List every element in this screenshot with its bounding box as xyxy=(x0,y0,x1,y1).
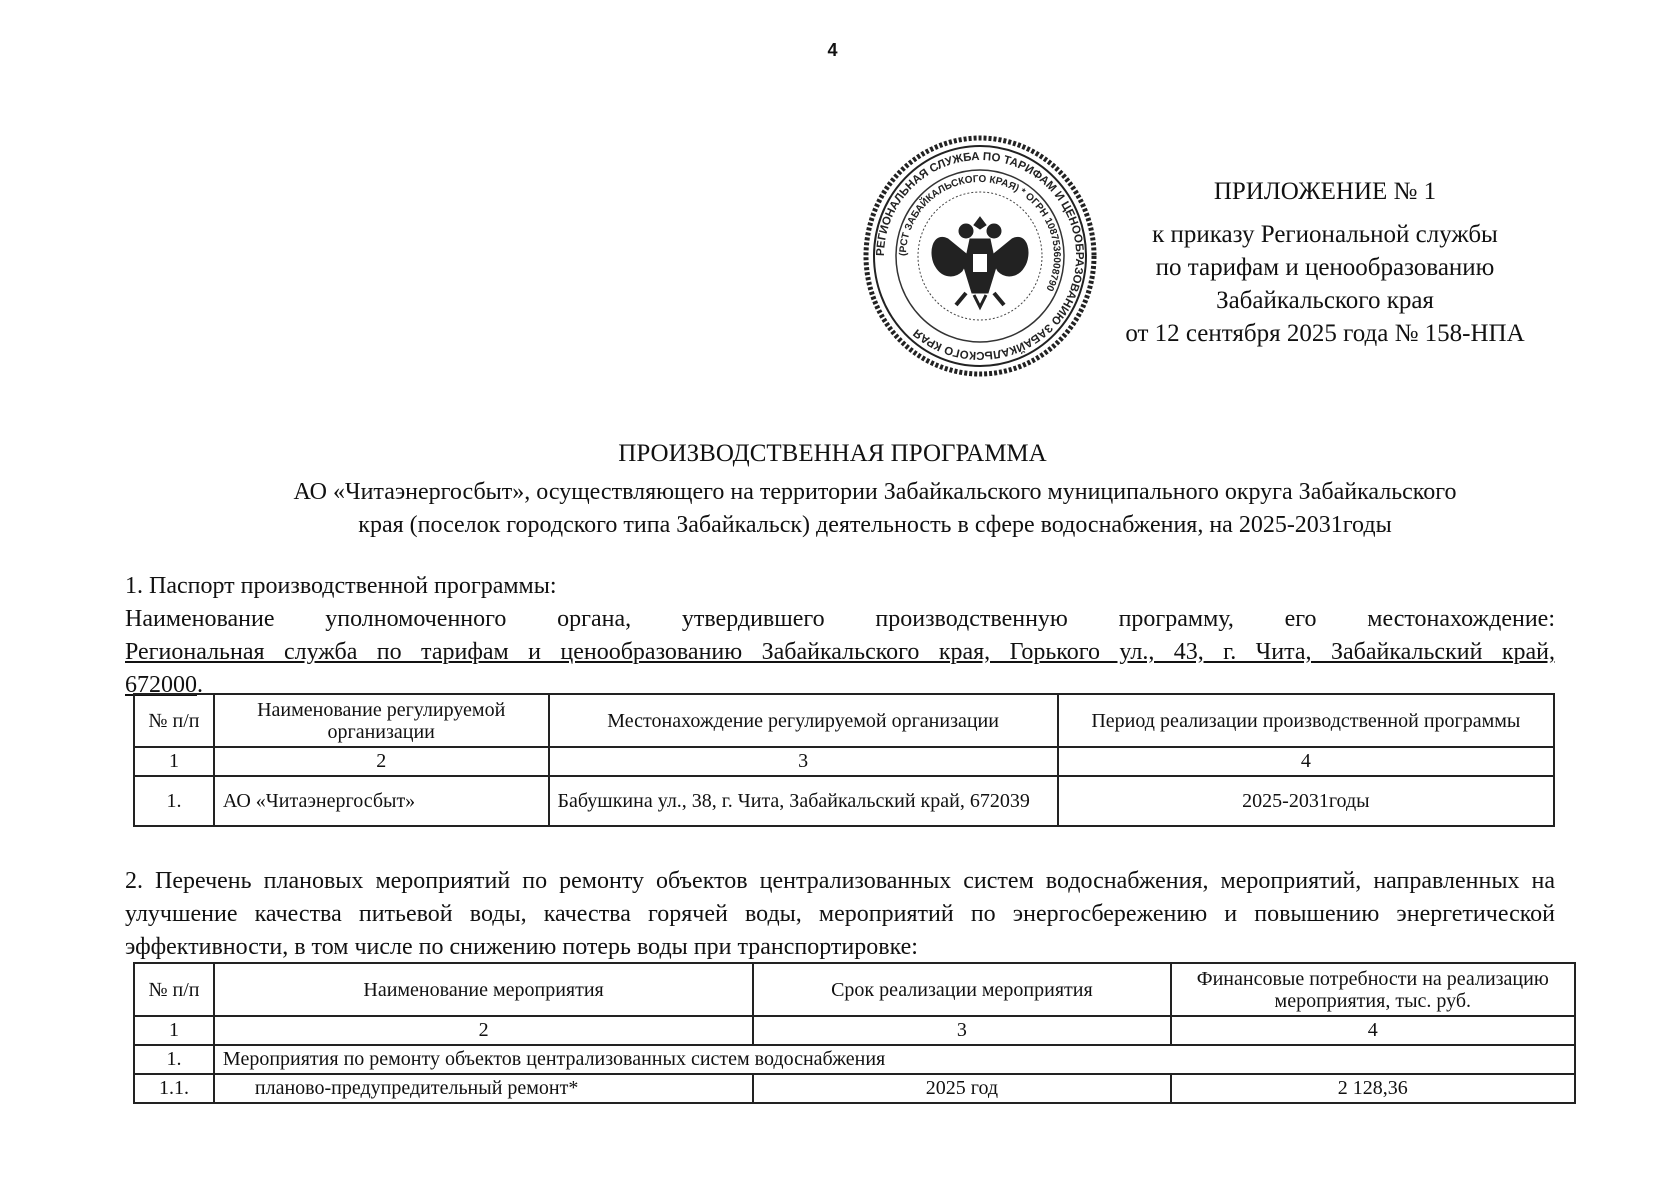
table-header-cell: Финансовые потребности на реализацию мероприятия, тыс. руб. xyxy=(1171,963,1575,1016)
appendix-line: от 12 сентября 2025 года № 158-НПА xyxy=(1125,320,1525,347)
measures-table xyxy=(133,962,1576,1104)
table-cell: 1. xyxy=(134,1045,214,1074)
table-cell: 2 128,36 xyxy=(1171,1074,1575,1103)
official-seal-eagle-icon xyxy=(862,135,1098,377)
table-cell: 4 xyxy=(1171,1016,1575,1045)
table-number-row xyxy=(134,1016,1575,1045)
section-measures-text: 2. Перечень плановых мероприятий по ремонту объектов централизованных систем водоснабжения, мероприятий, направленных на улучшение качества питьевой воды, качества горячей воды, мероприятий по энергосбережению и повышению энергетической эффективности, в том числе по снижению потерь воды при транспортировке: xyxy=(125,868,1555,960)
table-header-cell: № п/п xyxy=(134,694,214,747)
table-header-row xyxy=(134,694,1554,747)
authority-end: . xyxy=(197,672,203,698)
table-cell: 2025-2031годы xyxy=(1058,776,1554,826)
table-cell: 1 xyxy=(134,747,214,776)
seal-inner-text: (РСТ ЗАБАЙКАЛЬСКОГО КРАЯ) * ОГРН 1087536008790 xyxy=(897,173,1063,293)
table-header-cell: Наименование мероприятия xyxy=(214,963,753,1016)
appendix-title: ПРИЛОЖЕНИЕ № 1 xyxy=(1213,178,1437,205)
page-number: 4 xyxy=(827,40,838,60)
program-subtitle xyxy=(200,476,1550,542)
table-cell: 3 xyxy=(753,1016,1170,1045)
program-subtitle-line: АО «Читаэнергосбыт», осуществляющего на территории Забайкальского муниципального округа Забайкальского xyxy=(293,479,1457,505)
authority-postcode: 672000 xyxy=(125,672,197,698)
table-cell: АО «Читаэнергосбыт» xyxy=(214,776,549,826)
appendix-line: по тарифам и ценообразованию xyxy=(1155,254,1495,281)
program-subtitle-line: края (поселок городского типа Забайкальск) деятельность в сфере водоснабжения, на 2025-2031годы xyxy=(358,512,1392,538)
passport-table xyxy=(133,693,1555,827)
authority-address: Региональная служба по тарифам и ценообразованию Забайкальского края, Горького ул., 43, г. Чита, Забайкальский край, xyxy=(125,639,1555,665)
table-cell: Бабушкина ул., 38, г. Чита, Забайкальский край, 672039 xyxy=(549,776,1058,826)
authority-intro: Наименование уполномоченного органа, утвердившего производственную программу, его местонахождение: xyxy=(125,606,1555,632)
table-header-cell: № п/п xyxy=(134,963,214,1016)
table-cell: 1.1. xyxy=(134,1074,214,1103)
appendix-line: к приказу Региональной службы xyxy=(1152,221,1498,248)
table-cell: Мероприятия по ремонту объектов централизованных систем водоснабжения xyxy=(214,1045,1575,1074)
section-heading: 1. Паспорт производственной программы: xyxy=(125,573,557,599)
table-header-cell: Срок реализации мероприятия xyxy=(753,963,1170,1016)
program-title: ПРОИЗВОДСТВЕННАЯ ПРОГРАММА xyxy=(618,440,1047,467)
table-row xyxy=(134,776,1554,826)
table-number-row xyxy=(134,747,1554,776)
table-header-cell: Наименование регулируемой организации xyxy=(214,694,549,747)
seal-outer-text: РЕГИОНАЛЬНАЯ СЛУЖБА ПО ТАРИФАМ И ЦЕНООБРАЗОВАНИЮ ЗАБАЙКАЛЬСКОГО КРАЯ xyxy=(874,150,1086,362)
table-cell: 2 xyxy=(214,1016,753,1045)
table-cell: 2025 год xyxy=(753,1074,1170,1103)
table-header-row xyxy=(134,963,1575,1016)
table-row xyxy=(134,1074,1575,1103)
table-cell: 4 xyxy=(1058,747,1554,776)
section-passport xyxy=(125,570,1555,702)
table-cell: 3 xyxy=(549,747,1058,776)
table-header-cell: Период реализации производственной программы xyxy=(1058,694,1554,747)
table-group-row xyxy=(134,1045,1575,1074)
table-cell: 2 xyxy=(214,747,549,776)
appendix-line: Забайкальского края xyxy=(1216,287,1434,314)
table-cell: 1. xyxy=(134,776,214,826)
table-cell: 1 xyxy=(134,1016,214,1045)
table-cell: планово-предупредительный ремонт* xyxy=(214,1074,753,1103)
table-header-cell: Местонахождение регулируемой организации xyxy=(549,694,1058,747)
appendix-block xyxy=(1090,175,1560,350)
